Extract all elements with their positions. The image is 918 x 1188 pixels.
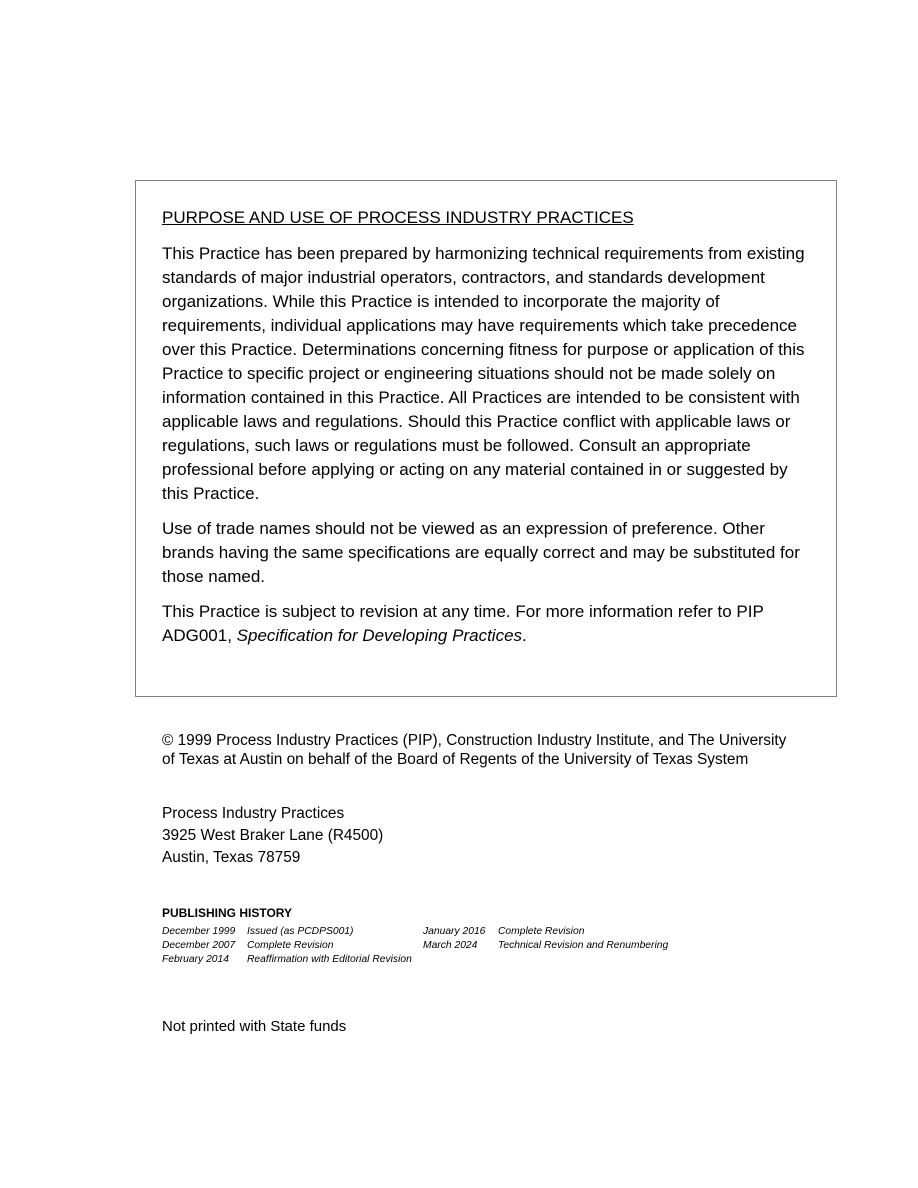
history-entry-event: Issued (as PCDPS001) [247, 926, 354, 937]
history-entry-event: Complete Revision [247, 940, 334, 951]
purpose-box [135, 180, 837, 697]
history-entry-event: Reaffirmation with Editorial Revision [247, 954, 412, 965]
purpose-paragraph-1: This Practice has been prepared by harmonizing technical requirements from existing standards of major industrial operators, contractors, and standards development organizations. While this Practice is intended to incorporate the majority of requirements, individual applications may have requirements which take precedence over this Practice. Determinations concerning fitness for purpose or application of this Practice to specific project or engineering situations should not be made solely on information contained in this Practice. All Practices are intended to be consistent with applicable laws and regulations. Should this Practice conflict with applicable laws or regulations, such laws or regulations must be followed. Consult an appropriate professional before applying or acting on any material contained in or suggested by this Practice. [162, 244, 805, 503]
address-organization: Process Industry Practices [162, 805, 345, 822]
history-entry-event: Technical Revision and Renumbering [498, 940, 669, 951]
purpose-paragraph-3-end: . [522, 626, 527, 645]
history-entry-date: January 2016 [423, 926, 486, 937]
purpose-paragraph-3 [162, 600, 808, 648]
purpose-title: PURPOSE AND USE OF PROCESS INDUSTRY PRACTICES [162, 208, 634, 227]
history-entry-date: February 2014 [162, 954, 229, 965]
history-entry-date: December 2007 [162, 940, 236, 951]
footer-note: Not printed with State funds [162, 1018, 347, 1035]
address-city: Austin, Texas 78759 [162, 849, 301, 866]
purpose-paragraph-3-lead: This Practice is subject to revision at any time. For more information refer to PIP ADG001, [162, 602, 764, 645]
referenced-specification-title: Specification for Developing Practices [236, 626, 523, 645]
address-block [162, 803, 562, 869]
address-street: 3925 West Braker Lane (R4500) [162, 827, 384, 844]
copyright-notice: © 1999 Process Industry Practices (PIP), Construction Industry Institute, and The University of Texas at Austin on behalf of the Board of Regents of the University of Texas System [162, 732, 787, 768]
purpose-paragraph-2: Use of trade names should not be viewed as an expression of preference. Other brands having the same specifications are equally correct and may be substituted for those named. [162, 519, 800, 586]
publishing-history-title: PUBLISHING HISTORY [162, 906, 293, 920]
history-entry-date: March 2024 [423, 940, 478, 951]
history-entry-date: December 1999 [162, 926, 236, 937]
history-entry-event: Complete Revision [498, 926, 585, 937]
